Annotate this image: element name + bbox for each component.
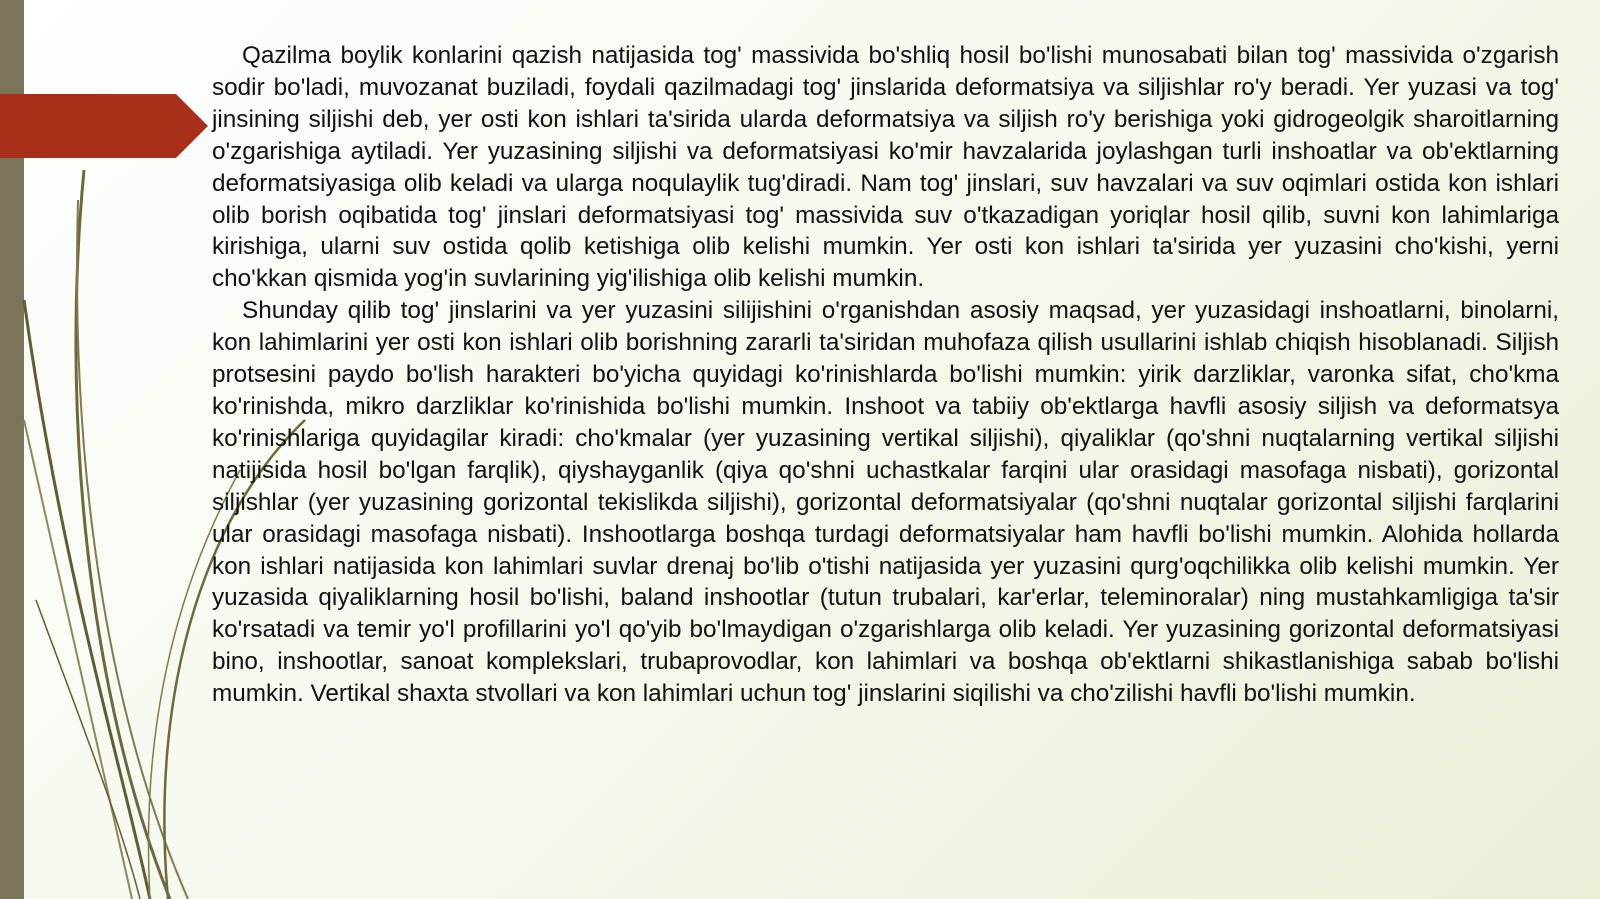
paragraph-1: Qazilma boylik konlarini qazish natijasida tog' massivida bo'shliq hosil bo'lishi munosabati bilan tog' massivida o'zgarish sodir bo'ladi, muvozanat buziladi, foydali qazilmadagi tog' jinslarida deformatsiya va siljishlar ro'y beradi. Yer yuzasi va tog' jinsining siljishi deb, yer osti kon ishlari ta'sirida ularda deformatsiya va siljish ro'y berishiga yoki gidrogeolgik sharoitlarning o'zgarishiga aytiladi. Yer yuzasining siljishi va deformatsiyasi ko'mir havzalarida joylashgan turli inshoatlar va ob'ektlarning deformatsiyasiga olib keladi va ularga noqulaylik tug'diradi. Nam tog' jinslari, suv havzalari va suv oqimlari ostida kon ishlari olib borish oqibatida tog' jinslari deformatsiyasi tog' massivida suv o'tkazadigan yoriqlar hosil qilib, suvni kon lahimlariga kirishiga, ularni suv ostida qolib ketishiga olib kelishi mumkin. Yer osti kon ishlari ta'sirida yer yuzasini cho'kishi, yerni cho'kkan qismida yog'in suvlarining yig'ilishiga olib kelishi mumkin. — [212, 42, 1559, 293]
slide-body-text — [212, 40, 1559, 710]
paragraph-2: Shunday qilib tog' jinslarini va yer yuzasini silijishini o'rganishdan asosiy maqsad, yer yuzasidagi inshoatlarni, binolarni, kon lahimlarini yer osti kon ishlari olib borishning zararli ta'siridan muhofaza qilish usullarini ishlab chiqish hisoblanadi. Siljish protsesini paydo bo'lish harakteri bo'yicha quyidagi ko'rinishlarda bo'lishi mumkin: yirik darzliklar, varonka sifat, cho'kma ko'rinishda, mikro darzliklar ko'rinishida bo'lishi mumkin. Inshoot va tabiiy ob'ektlarga havfli asosiy siljish va deformatsya ko'rinishlariga quyidagilar kiradi: cho'kmalar (yer yuzasining vertikal siljishi), qiyaliklar (qo'shni nuqtalarning vertikal siljishi natijisida hosil bo'lgan farqlik), qiyshayganlik (qiya qo'shni uchastkalar farqini ular orasidagi masofaga nisbati), gorizontal siljishlar (yer yuzasining gorizontal tekislikda siljishi), gorizontal deformatsiyalar (qo'shni nuqtalar gorizontal siljishi farqlarini ular orasidagi masofaga nisbati). Inshootlarga boshqa turdagi deformatsiyalar ham havfli bo'lishi mumkin. Alohida hollarda kon ishlari natijasida kon lahimlari suvlar drenaj bo'lib o'tishi natijasida yer yuzasini qurg'oqchilikka olib kelishi mumkin. Yer yuzasida qiyaliklarning hosil bo'lishi, baland inshootlar (tutun trubalari, kar'erlar, teleminoralar) ning mustahkamligiga ta'sir ko'rsatadi va temir yo'l profillarini yo'l qo'yib bo'lmaydigan o'zgarishlarga olib keladi. Yer yuzasining gorizontal deformatsiyasi bino, inshootlar, sanoat komplekslari, trubaprovodlar, kon lahimlari va boshqa ob'ektlarni shikastlanishiga sabab bo'lishi mumkin. Vertikal shaxta stvollari va kon lahimlari uchun tog' jinslarini siqilishi va cho'zilishi havfli bo'lishi mumkin. — [212, 297, 1559, 708]
